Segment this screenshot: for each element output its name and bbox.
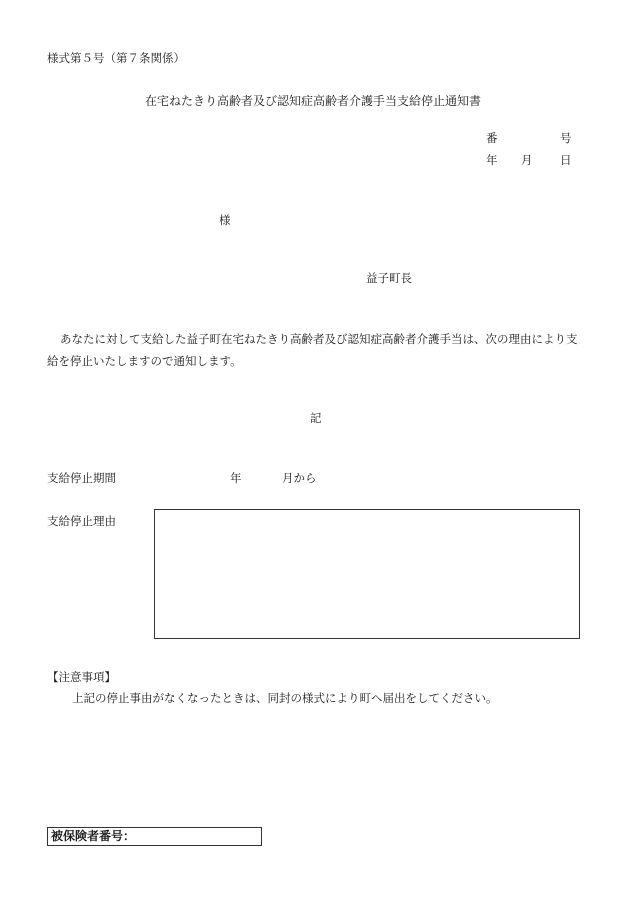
month-label: 月 (521, 153, 533, 167)
suspension-period-year: 年 (230, 471, 242, 485)
day-label: 日 (560, 153, 572, 167)
suspension-period-label: 支給停止期間 (47, 471, 116, 485)
number-suffix: 号 (560, 131, 572, 145)
suspension-reason-label: 支給停止理由 (47, 514, 116, 528)
notes-heading: 【注意事項】 (47, 670, 116, 684)
notes-text: 上記の停止事由がなくなったときは、同封の様式により町へ届出をしてください。 (72, 691, 498, 705)
suspension-period-month: 月から (282, 471, 317, 485)
suspension-reason-box[interactable] (154, 509, 580, 639)
body-paragraph: あなたに対して支給した益子町在宅ねたきり高齢者及び認知症高齢者介護手当は、次の理由により支給を停止いたしますので通知します。 (47, 332, 578, 368)
sender-name: 益子町長 (366, 271, 412, 285)
number-label: 番 (486, 131, 498, 145)
insured-number-field[interactable]: 被保険者番号： (47, 827, 262, 846)
addressee-honorific: 様 (219, 213, 231, 227)
form-number: 様式第５号（第７条関係） (47, 51, 185, 65)
year-label: 年 (486, 153, 498, 167)
ki-label: 記 (310, 411, 322, 425)
document-title: 在宅ねたきり高齢者及び認知症高齢者介護手当支給停止通知書 (145, 94, 482, 108)
